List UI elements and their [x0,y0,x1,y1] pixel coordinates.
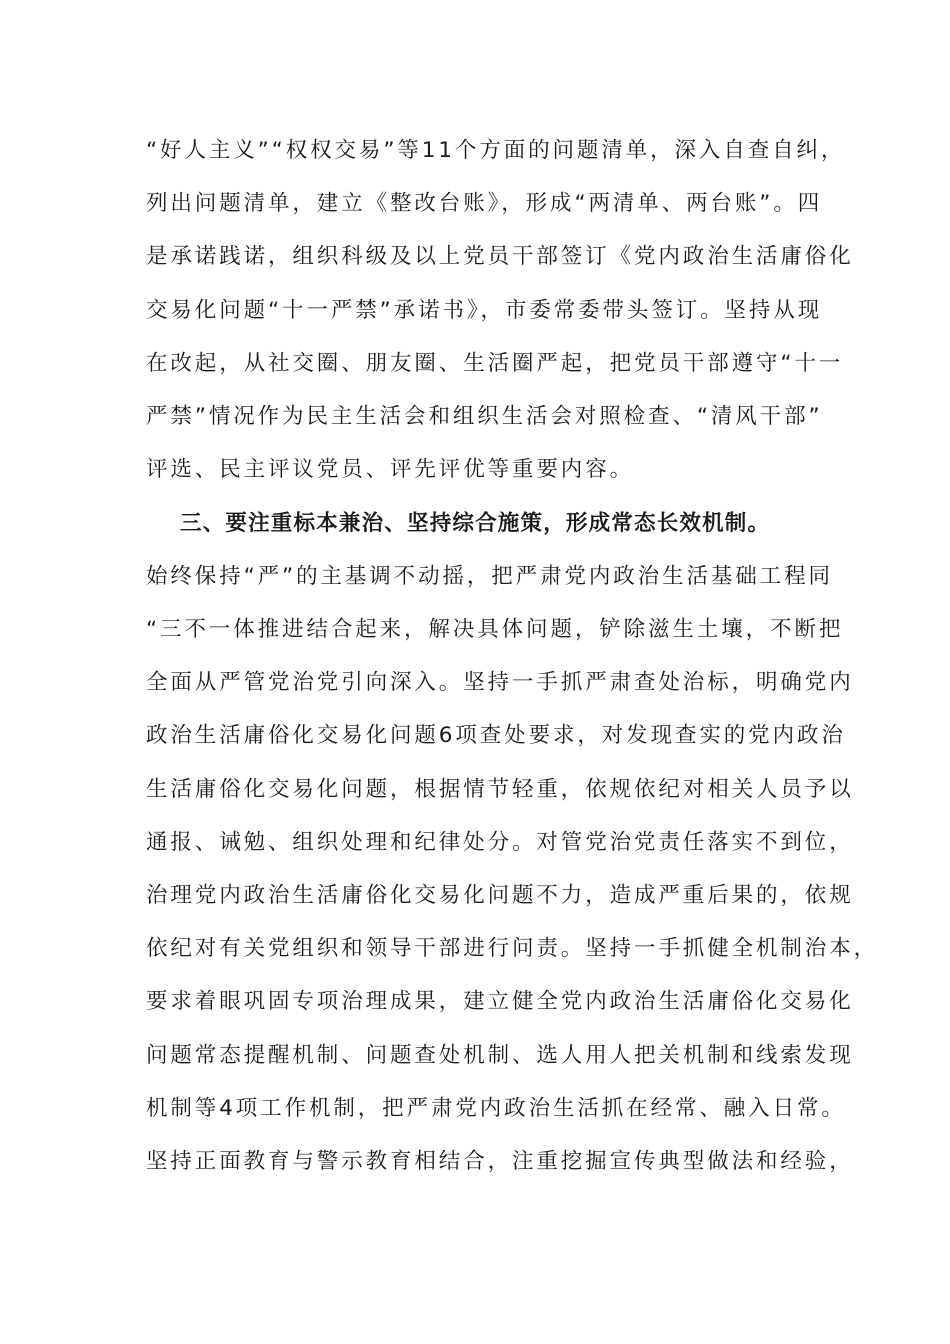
body-text-line: 评选、民主评议党员、评先评优等重要内容。 [146,457,635,482]
body-text-line: 治理党内政治生活庸俗化交易化问题不力，造成严重后果的，依规 [146,883,854,908]
body-text-line: 依纪对有关党组织和领导干部进行问责。坚持一手抓健全机制治本， [146,936,879,961]
body-text-line: 通报、诫勉、组织处理和纪律处分。对管党治党责任落实不到位， [146,830,854,855]
body-text-line: 要求着眼巩固专项治理成果，建立健全党内政治生活庸俗化交易化 [146,989,854,1014]
body-text-line: 交易化问题“十一严禁”承诺书》，市委常委带头签订。坚持从现 [146,298,823,323]
body-text-line: 全面从严管党治党引向深入。坚持一手抓严肃查处治标，明确党内 [146,670,854,695]
body-text-line: 政治生活庸俗化交易化问题6项查处要求，对发现查实的党内政治 [146,723,846,748]
body-text-line: “三不一体推进结合起来，解决具体问题，铲除滋生土壤，不断把 [146,617,844,642]
body-text-line: 坚持正面教育与警示教育相结合，注重挖掘宣传典型做法和经验， [146,1149,854,1174]
body-text-line: 生活庸俗化交易化问题，根据情节轻重，依规依纪对相关人员予以 [146,777,854,802]
section-heading: 三、要注重标本兼治、坚持综合施策，形成常态长效机制。 [180,511,771,536]
body-text-line: 在改起，从社交圈、朋友圈、生活圈严起，把党员干部遵守“十一 [146,351,844,376]
body-text-line: 问题常态提醒机制、问题查处机制、选人用人把关机制和线索发现 [146,1043,854,1068]
body-text-line: “好人主义”“权权交易”等11个方面的问题清单，深入自查自纠， [146,138,846,163]
body-text-line: 始终保持“严”的主基调不动摇，把严肃党内政治生活基础工程同 [146,564,833,589]
body-text-line: 是承诺践诺，组织科级及以上党员干部签订《党内政治生活庸俗化 [146,244,854,269]
body-text-line: 列出问题清单，建立《整改台账》，形成“两清单、两台账”。四 [146,191,823,216]
body-text-line: 严禁”情况作为民主生活会和组织生活会对照检查、“清风干部” [146,404,823,429]
body-text-line: 机制等4项工作机制，把严肃党内政治生活抓在经常、融入日常。 [146,1096,846,1121]
